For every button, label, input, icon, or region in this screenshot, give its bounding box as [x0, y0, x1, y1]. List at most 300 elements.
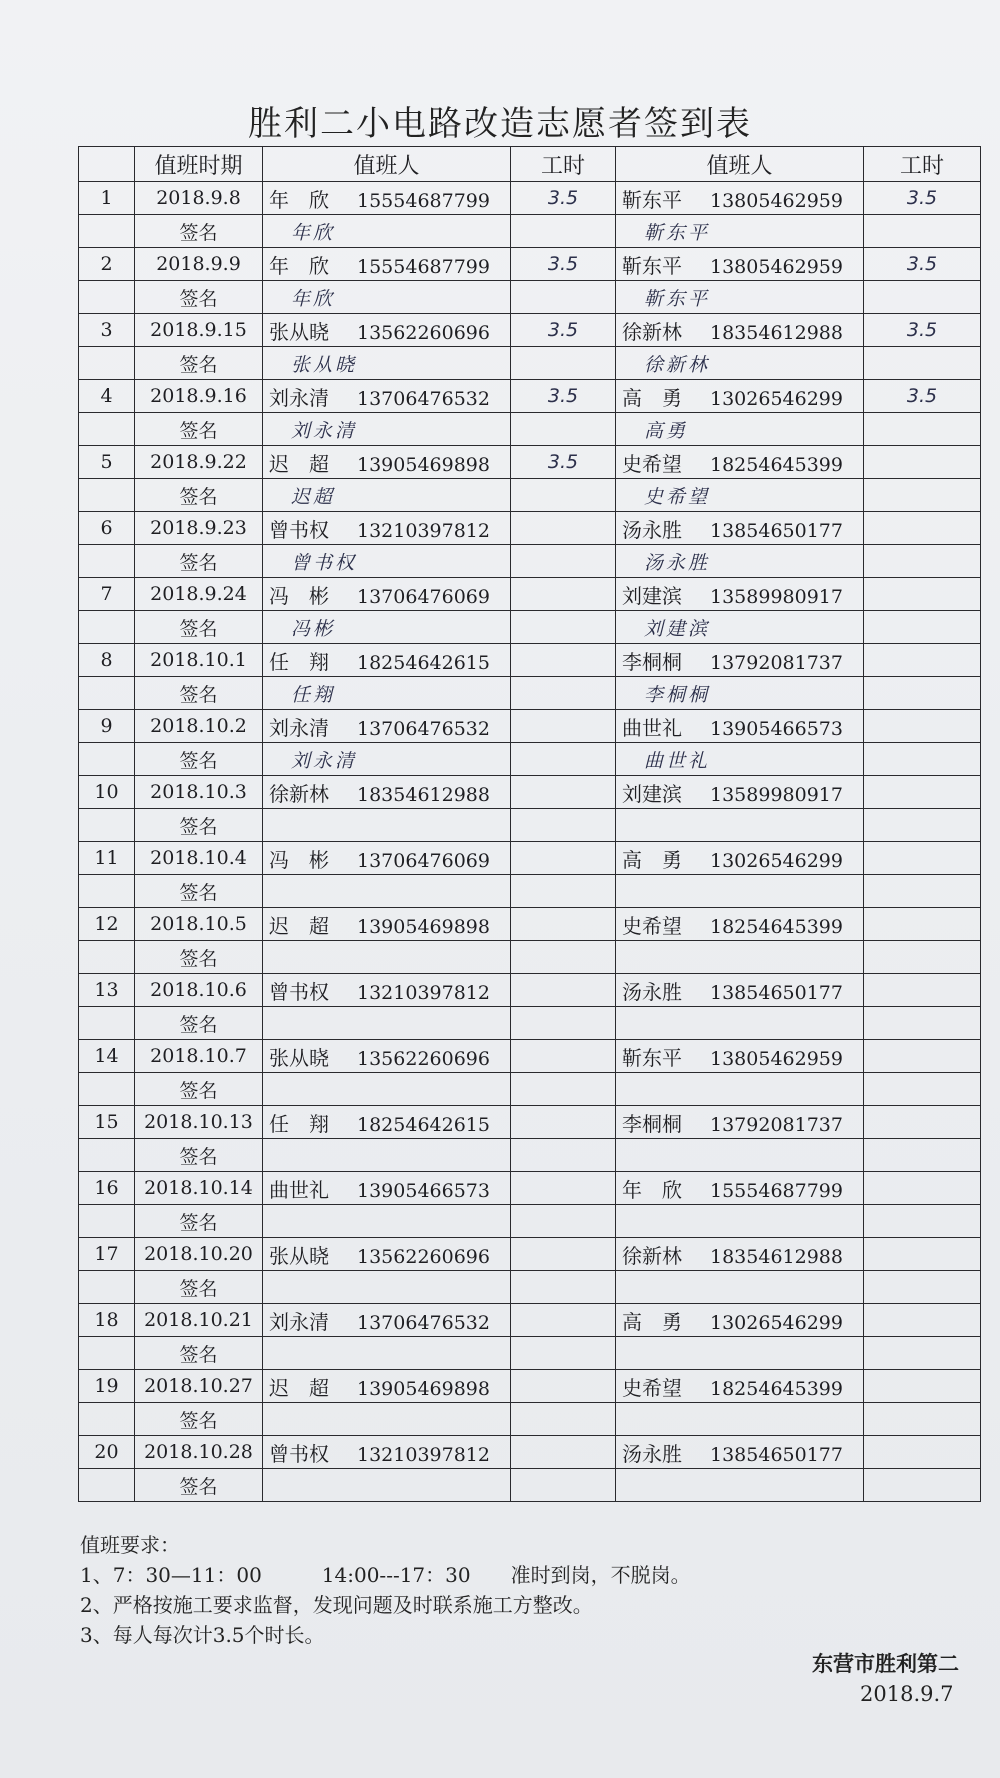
signature-row: [79, 1271, 981, 1304]
hours-1: [511, 974, 616, 1007]
duty-person-1: [263, 248, 511, 281]
person-name: 冯 彬: [269, 847, 329, 872]
hours-1: [511, 710, 616, 743]
table-body: [79, 182, 981, 1502]
signature-label: 签名: [135, 215, 263, 248]
signature-label: 签名: [135, 479, 263, 512]
person-name: 汤永胜: [622, 517, 682, 542]
row-number-blank: [79, 875, 135, 908]
signature-hours-blank: [511, 1337, 616, 1370]
signature-hours-blank: [864, 1403, 981, 1436]
person-phone: 13854650177: [710, 519, 843, 542]
signature-row: [79, 875, 981, 908]
duty-person-2: [616, 1172, 864, 1205]
person-phone: 13905469898: [357, 915, 490, 938]
signature-1: [263, 875, 511, 908]
row-number: 7: [79, 578, 135, 611]
duty-person-1: [263, 578, 511, 611]
table-header-row: [79, 147, 981, 182]
row-number: 1: [79, 182, 135, 215]
signature-hours-blank: [511, 743, 616, 776]
duty-person-1: [263, 644, 511, 677]
row-number: 19: [79, 1370, 135, 1403]
duty-date: 2018.9.16: [135, 380, 263, 413]
signature-hours-blank: [864, 809, 981, 842]
person-name: 史希望: [622, 913, 682, 938]
table-row: [79, 446, 981, 479]
person-name: 冯 彬: [269, 583, 329, 608]
row-number-blank: [79, 479, 135, 512]
row-number: 15: [79, 1106, 135, 1139]
signature-row: [79, 1337, 981, 1370]
person-phone: 15554687799: [357, 255, 490, 278]
hours-1: [511, 1238, 616, 1271]
duty-date: 2018.10.27: [135, 1370, 263, 1403]
signature-label: 签名: [135, 1007, 263, 1040]
signature-row: [79, 215, 981, 248]
row-number: 3: [79, 314, 135, 347]
table-row: [79, 1436, 981, 1469]
signature-hours-blank: [511, 611, 616, 644]
signature-2: 靳东平: [616, 281, 864, 314]
duty-date: 2018.10.21: [135, 1304, 263, 1337]
duty-person-2: [616, 1370, 864, 1403]
person-phone: 13792081737: [710, 651, 843, 674]
duty-person-2: [616, 908, 864, 941]
table-row: [79, 1238, 981, 1271]
duty-person-1: [263, 776, 511, 809]
signature-hours-blank: [864, 1271, 981, 1304]
signature-1: 冯彬: [263, 611, 511, 644]
signature-2: 史希望: [616, 479, 864, 512]
signature-hours-blank: [864, 941, 981, 974]
person-name: 年 欣: [269, 253, 329, 278]
hours-2: [864, 578, 981, 611]
row-number-blank: [79, 1403, 135, 1436]
signature-2: [616, 1205, 864, 1238]
duty-person-2: [616, 248, 864, 281]
signature-hours-blank: [864, 545, 981, 578]
person-phone: 13026546299: [710, 1311, 843, 1334]
signature-label: 签名: [135, 1403, 263, 1436]
person-name: 曲世礼: [622, 715, 682, 740]
hours-2: [864, 1172, 981, 1205]
signature-label: 签名: [135, 875, 263, 908]
signature-label: 签名: [135, 413, 263, 446]
row-number: 16: [79, 1172, 135, 1205]
row-number: 18: [79, 1304, 135, 1337]
person-phone: 13706476532: [357, 1311, 490, 1334]
signature-2: 汤永胜: [616, 545, 864, 578]
person-phone: 13805462959: [710, 1047, 843, 1070]
signature-2: 靳东平: [616, 215, 864, 248]
signature-row: [79, 413, 981, 446]
signature-1: 张从晓: [263, 347, 511, 380]
hours-2: [864, 644, 981, 677]
signature-2: [616, 1139, 864, 1172]
table-row: [79, 1106, 981, 1139]
signature-2: [616, 1073, 864, 1106]
row-number-blank: [79, 1337, 135, 1370]
signature-label: 签名: [135, 545, 263, 578]
row-number: 6: [79, 512, 135, 545]
duty-person-2: [616, 1106, 864, 1139]
row-number: 4: [79, 380, 135, 413]
header-hours-2: 工时: [864, 147, 981, 182]
signature-row: [79, 281, 981, 314]
person-name: 史希望: [622, 451, 682, 476]
signature-label: 签名: [135, 809, 263, 842]
duty-person-2: [616, 578, 864, 611]
person-name: 史希望: [622, 1375, 682, 1400]
signature-hours-blank: [864, 215, 981, 248]
signature-1: 任翔: [263, 677, 511, 710]
signature-hours-blank: [864, 1205, 981, 1238]
person-phone: 18354612988: [357, 783, 490, 806]
person-phone: 13905469898: [357, 1377, 490, 1400]
duty-date: 2018.10.28: [135, 1436, 263, 1469]
row-number-blank: [79, 941, 135, 974]
signature-hours-blank: [864, 1469, 981, 1502]
person-phone: 13905466573: [357, 1179, 490, 1202]
hours-2: [864, 776, 981, 809]
person-phone: 13026546299: [710, 849, 843, 872]
person-phone: 15554687799: [710, 1179, 843, 1202]
duty-date: 2018.9.22: [135, 446, 263, 479]
table-row: [79, 710, 981, 743]
person-phone: 18254642615: [357, 651, 490, 674]
signature-2: [616, 941, 864, 974]
signature-2: 曲世礼: [616, 743, 864, 776]
signature-hours-blank: [864, 1073, 981, 1106]
duty-date: 2018.10.14: [135, 1172, 263, 1205]
hours-1: [511, 578, 616, 611]
row-number: 12: [79, 908, 135, 941]
signature-row: [79, 809, 981, 842]
person-phone: 13706476069: [357, 585, 490, 608]
hours-2: 3.5: [864, 248, 981, 281]
person-name: 曾书权: [269, 517, 329, 542]
signature-hours-blank: [864, 611, 981, 644]
signature-hours-blank: [864, 413, 981, 446]
signature-1: 刘永清: [263, 743, 511, 776]
person-name: 刘永清: [269, 1309, 329, 1334]
signature-hours-blank: [511, 677, 616, 710]
signature-2: [616, 1337, 864, 1370]
person-phone: 13905469898: [357, 453, 490, 476]
signature-1: 曾书权: [263, 545, 511, 578]
signature-1: [263, 1403, 511, 1436]
hours-2: [864, 842, 981, 875]
duty-date: 2018.10.2: [135, 710, 263, 743]
person-name: 徐新林: [622, 319, 682, 344]
signature-hours-blank: [511, 1007, 616, 1040]
person-name: 张从晓: [269, 1243, 329, 1268]
person-name: 迟 超: [269, 451, 329, 476]
hours-2: [864, 1304, 981, 1337]
row-number-blank: [79, 809, 135, 842]
person-phone: 13562260696: [357, 1245, 490, 1268]
hours-1: [511, 512, 616, 545]
signature-hours-blank: [511, 1271, 616, 1304]
person-name: 靳东平: [622, 253, 682, 278]
row-number: 2: [79, 248, 135, 281]
duty-person-1: [263, 182, 511, 215]
person-name: 刘永清: [269, 715, 329, 740]
signature-hours-blank: [511, 1139, 616, 1172]
hours-1: [511, 908, 616, 941]
person-name: 年 欣: [269, 187, 329, 212]
duty-person-1: [263, 1040, 511, 1073]
duty-person-1: [263, 314, 511, 347]
table-row: [79, 380, 981, 413]
hours-2: [864, 1040, 981, 1073]
duty-person-1: [263, 908, 511, 941]
person-phone: 13210397812: [357, 981, 490, 1004]
person-phone: 13562260696: [357, 321, 490, 344]
header-no: [79, 147, 135, 182]
hours-2: [864, 446, 981, 479]
person-name: 李桐桐: [622, 1111, 682, 1136]
signature-label: 签名: [135, 1205, 263, 1238]
person-phone: 13210397812: [357, 1443, 490, 1466]
signature-label: 签名: [135, 611, 263, 644]
duty-person-1: [263, 1370, 511, 1403]
person-phone: 13210397812: [357, 519, 490, 542]
duty-date: 2018.10.1: [135, 644, 263, 677]
person-name: 高 勇: [622, 1309, 682, 1334]
signature-2: [616, 1403, 864, 1436]
duty-date: 2018.10.3: [135, 776, 263, 809]
notes-item: 3、每人每次计3.5个时长。: [80, 1623, 325, 1647]
person-phone: 13589980917: [710, 783, 843, 806]
row-number-blank: [79, 1139, 135, 1172]
duty-date: 2018.10.6: [135, 974, 263, 1007]
person-name: 张从晓: [269, 319, 329, 344]
person-phone: 18354612988: [710, 1245, 843, 1268]
person-name: 靳东平: [622, 1045, 682, 1070]
table-row: [79, 578, 981, 611]
hours-2: [864, 710, 981, 743]
signature-label: 签名: [135, 281, 263, 314]
person-phone: 13854650177: [710, 1443, 843, 1466]
person-name: 任 翔: [269, 649, 329, 674]
signature-hours-blank: [864, 347, 981, 380]
person-name: 汤永胜: [622, 1441, 682, 1466]
table-row: [79, 776, 981, 809]
duty-person-2: [616, 380, 864, 413]
header-person-1: 值班人: [263, 147, 511, 182]
signature-row: [79, 743, 981, 776]
duty-person-1: [263, 974, 511, 1007]
duty-person-2: [616, 182, 864, 215]
hours-1: [511, 1172, 616, 1205]
hours-2: [864, 512, 981, 545]
person-name: 徐新林: [622, 1243, 682, 1268]
signature-row: [79, 479, 981, 512]
person-phone: 13562260696: [357, 1047, 490, 1070]
row-number-blank: [79, 677, 135, 710]
person-phone: 13706476069: [357, 849, 490, 872]
hours-1: [511, 1106, 616, 1139]
signature-row: [79, 1469, 981, 1502]
signature-row: [79, 677, 981, 710]
notes-item: 1、7：30—11：00 14:00---17：30 准时到岗，不脱岗。: [80, 1563, 691, 1587]
duty-person-1: [263, 380, 511, 413]
person-phone: 13905466573: [710, 717, 843, 740]
person-phone: 13706476532: [357, 387, 490, 410]
signature-label: 签名: [135, 743, 263, 776]
duty-person-1: [263, 1172, 511, 1205]
person-phone: 13854650177: [710, 981, 843, 1004]
table-row: [79, 1304, 981, 1337]
signature-1: [263, 941, 511, 974]
person-phone: 13805462959: [710, 189, 843, 212]
table-row: [79, 1172, 981, 1205]
signature-2: [616, 875, 864, 908]
signature-2: 高勇: [616, 413, 864, 446]
hours-1: [511, 1436, 616, 1469]
signature-label: 签名: [135, 347, 263, 380]
hours-2: [864, 1370, 981, 1403]
person-name: 刘建滨: [622, 781, 682, 806]
signature-label: 签名: [135, 1337, 263, 1370]
duty-person-1: [263, 1238, 511, 1271]
signature-1: [263, 1271, 511, 1304]
signature-hours-blank: [864, 1337, 981, 1370]
signature-hours-blank: [864, 281, 981, 314]
table-row: [79, 182, 981, 215]
row-number: 5: [79, 446, 135, 479]
duty-date: 2018.10.13: [135, 1106, 263, 1139]
hours-1: [511, 1370, 616, 1403]
person-phone: 18254645399: [710, 915, 843, 938]
person-name: 迟 超: [269, 1375, 329, 1400]
signature-hours-blank: [511, 347, 616, 380]
person-phone: 18254645399: [710, 453, 843, 476]
signature-hours-blank: [864, 479, 981, 512]
table-row: [79, 1370, 981, 1403]
notes-heading: 值班要求：: [80, 1533, 180, 1557]
row-number-blank: [79, 743, 135, 776]
signature-1: [263, 1139, 511, 1172]
hours-2: [864, 1106, 981, 1139]
hours-2: [864, 974, 981, 1007]
person-name: 曾书权: [269, 979, 329, 1004]
row-number-blank: [79, 545, 135, 578]
person-name: 刘建滨: [622, 583, 682, 608]
signature-2: 李桐桐: [616, 677, 864, 710]
signature-1: [263, 1337, 511, 1370]
duty-date: 2018.9.23: [135, 512, 263, 545]
signature-label: 签名: [135, 941, 263, 974]
signature-row: [79, 1007, 981, 1040]
row-number-blank: [79, 347, 135, 380]
signature-2: 刘建滨: [616, 611, 864, 644]
row-number-blank: [79, 281, 135, 314]
signature-hours-blank: [864, 743, 981, 776]
signature-hours-blank: [511, 1469, 616, 1502]
person-name: 曲世礼: [269, 1177, 329, 1202]
duty-date: 2018.9.15: [135, 314, 263, 347]
duty-date: 2018.9.24: [135, 578, 263, 611]
person-name: 张从晓: [269, 1045, 329, 1070]
duty-person-2: [616, 710, 864, 743]
row-number-blank: [79, 215, 135, 248]
hours-1: 3.5: [511, 380, 616, 413]
duty-requirements: [80, 1530, 691, 1650]
signature-hours-blank: [511, 1205, 616, 1238]
signature-hours-blank: [864, 677, 981, 710]
row-number-blank: [79, 1271, 135, 1304]
signature-hours-blank: [511, 1403, 616, 1436]
signature-1: [263, 1007, 511, 1040]
signature-row: [79, 347, 981, 380]
person-name: 高 勇: [622, 847, 682, 872]
header-person-2: 值班人: [616, 147, 864, 182]
duty-person-2: [616, 842, 864, 875]
duty-person-2: [616, 446, 864, 479]
person-phone: 18254645399: [710, 1377, 843, 1400]
person-phone: 18354612988: [710, 321, 843, 344]
duty-person-2: [616, 644, 864, 677]
signature-hours-blank: [511, 941, 616, 974]
table-row: [79, 644, 981, 677]
duty-date: 2018.9.8: [135, 182, 263, 215]
hours-1: [511, 1040, 616, 1073]
table-row: [79, 974, 981, 1007]
duty-date: 2018.10.4: [135, 842, 263, 875]
row-number: 17: [79, 1238, 135, 1271]
row-number-blank: [79, 1205, 135, 1238]
duty-date: 2018.10.5: [135, 908, 263, 941]
signature-row: [79, 941, 981, 974]
row-number: 11: [79, 842, 135, 875]
duty-person-1: [263, 1106, 511, 1139]
row-number-blank: [79, 611, 135, 644]
duty-person-1: [263, 710, 511, 743]
hours-2: 3.5: [864, 380, 981, 413]
header-hours-1: 工时: [511, 147, 616, 182]
duty-date: 2018.9.9: [135, 248, 263, 281]
duty-person-1: [263, 446, 511, 479]
signature-2: [616, 809, 864, 842]
person-phone: 13792081737: [710, 1113, 843, 1136]
signature-hours-blank: [511, 281, 616, 314]
hours-2: [864, 908, 981, 941]
row-number: 20: [79, 1436, 135, 1469]
signature-1: [263, 1205, 511, 1238]
duty-person-1: [263, 1436, 511, 1469]
hours-1: 3.5: [511, 248, 616, 281]
person-name: 刘永清: [269, 385, 329, 410]
duty-person-2: [616, 1238, 864, 1271]
signature-hours-blank: [511, 413, 616, 446]
person-name: 迟 超: [269, 913, 329, 938]
signature-label: 签名: [135, 1469, 263, 1502]
signature-1: [263, 1469, 511, 1502]
row-number: 8: [79, 644, 135, 677]
duty-date: 2018.10.7: [135, 1040, 263, 1073]
footer-organization: 东营市胜利第二: [812, 1651, 959, 1676]
signature-hours-blank: [864, 875, 981, 908]
table-row: [79, 842, 981, 875]
signature-hours-blank: [511, 1073, 616, 1106]
hours-1: 3.5: [511, 446, 616, 479]
page-title: 胜利二小电路改造志愿者签到表: [248, 104, 752, 144]
hours-2: [864, 1436, 981, 1469]
hours-1: [511, 644, 616, 677]
